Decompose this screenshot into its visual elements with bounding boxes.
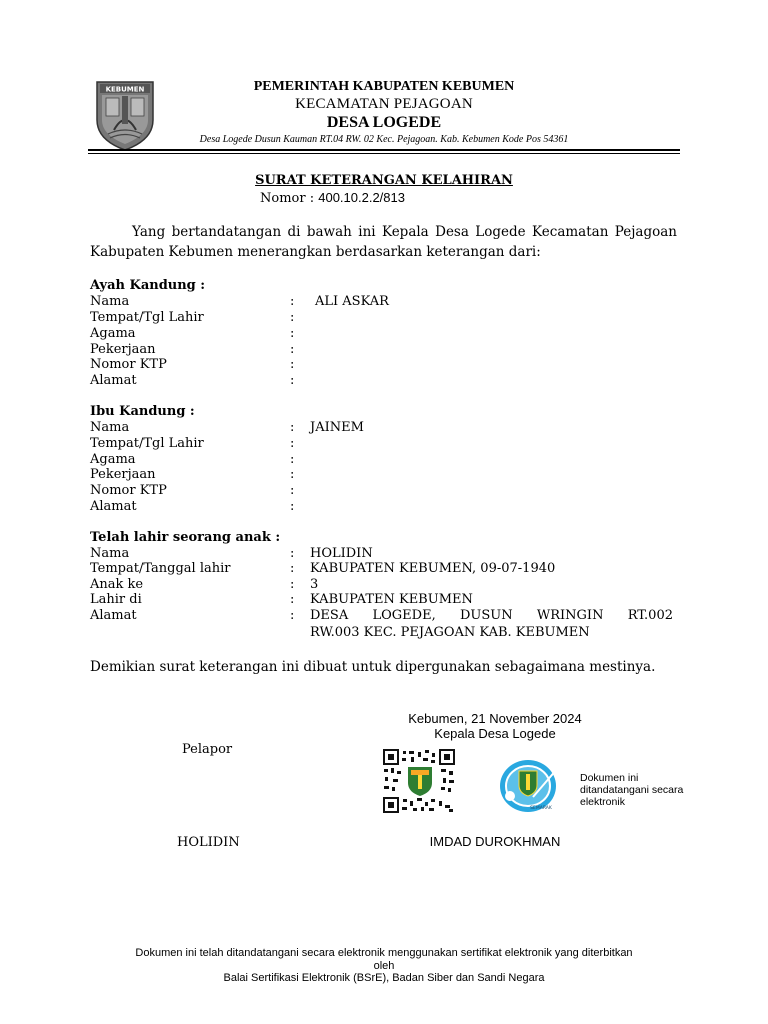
field-colon: :: [290, 577, 295, 592]
nomor-label: Nomor :: [260, 191, 315, 206]
father-row: [90, 373, 680, 389]
field-value: 3: [310, 577, 319, 592]
electronic-seal-icon: [497, 759, 565, 813]
field-colon: :: [290, 592, 295, 607]
footer-line-3: Balai Sertifikasi Elektronik (BSrE), Badan Siber dan Sandi Negara: [223, 972, 545, 984]
field-label: Pekerjaan: [90, 467, 156, 482]
field-colon: :: [290, 499, 295, 514]
document-number: [260, 190, 405, 206]
place-date: Kebumen, 21 November 2024: [408, 711, 582, 726]
reporter-label: Pelapor: [182, 742, 233, 757]
child-row: [90, 561, 680, 577]
gov-header: PEMERINTAH KABUPATEN KEBUMEN: [253, 79, 515, 94]
field-label: Tempat/Tgl Lahir: [90, 436, 204, 451]
field-value: DESA LOGEDE, DUSUN WRINGIN RT.002: [310, 608, 673, 623]
mother-row: [90, 436, 680, 452]
esign-note: Dokumen ini ditandatangani secara elektronik: [580, 772, 684, 808]
field-value: KABUPATEN KEBUMEN, 09-07-1940: [310, 561, 556, 576]
field-label: Nama: [90, 546, 130, 561]
field-label: Tempat/Tanggal lahir: [90, 561, 231, 576]
field-colon: :: [290, 326, 295, 341]
footer-line-2: oleh: [373, 960, 395, 972]
mother-row: [90, 467, 680, 483]
closing-paragraph: Demikian surat keterangan ini dibuat untuk dipergunakan sebagaimana mestinya.: [90, 659, 656, 675]
svg-text:KEBUMEN: KEBUMEN: [105, 85, 145, 94]
field-value: KABUPATEN KEBUMEN: [310, 592, 473, 607]
field-label: Tempat/Tgl Lahir: [90, 310, 204, 325]
field-colon: :: [290, 467, 295, 482]
father-row: [90, 310, 680, 326]
child-row: [90, 608, 680, 624]
field-value: ALI ASKAR: [315, 294, 389, 309]
field-colon: :: [290, 546, 295, 561]
field-value: HOLIDIN: [310, 546, 373, 561]
village-header: DESA LOGEDE: [326, 114, 442, 131]
field-value: JAINEM: [310, 420, 364, 435]
field-label: Nama: [90, 294, 130, 309]
mother-row: [90, 420, 680, 436]
father-row: [90, 357, 680, 373]
footer-line-1: Dokumen ini telah ditandatangani secara elektronik menggunakan sertifikat elektronik yang diterbitkan: [135, 947, 633, 959]
field-colon: :: [290, 357, 295, 372]
intro-paragraph: Yang bertandatangan di bawah ini Kepala Desa Logede Kecamatan Pejagoan Kabupaten Kebumen menerangkan berdasarkan keterangan dari:: [90, 224, 677, 260]
field-label: Lahir di: [90, 592, 142, 607]
field-label: Alamat: [90, 608, 137, 623]
field-label: Agama: [90, 326, 136, 341]
district-header: KECAMATAN PEJAGOAN: [295, 96, 473, 112]
nomor-value: 400.10.2.2/813: [318, 190, 405, 205]
header-divider-thin: [88, 153, 680, 154]
child-row: [90, 592, 680, 608]
office-address: Desa Logede Dusun Kauman RT.04 RW. 02 Kec. Pejagoan. Kab. Kebumen Kode Pos 54361: [199, 134, 569, 145]
field-value-continued: RW.003 KEC. PEJAGOAN KAB. KEBUMEN: [310, 625, 590, 640]
field-label: Agama: [90, 452, 136, 467]
field-colon: :: [290, 483, 295, 498]
field-label: Nomor KTP: [90, 357, 167, 372]
mother-row: [90, 452, 680, 468]
field-label: Anak ke: [90, 577, 144, 592]
field-label: Nomor KTP: [90, 483, 167, 498]
field-colon: :: [290, 561, 295, 576]
father-row: [90, 342, 680, 358]
father-heading: Ayah Kandung :: [90, 278, 206, 293]
child-row-continued: [90, 625, 680, 641]
child-heading: Telah lahir seorang anak :: [90, 530, 281, 545]
qr-code: [383, 749, 455, 813]
seal-text: SEMARAK: [530, 806, 552, 811]
field-colon: :: [290, 310, 295, 325]
child-row: [90, 577, 680, 593]
field-colon: :: [290, 436, 295, 451]
field-label: Alamat: [90, 499, 137, 514]
field-colon: :: [290, 373, 295, 388]
official-name: IMDAD DUROKHMAN: [429, 834, 561, 849]
father-row: [90, 326, 680, 342]
field-colon: :: [290, 420, 295, 435]
mother-row: [90, 499, 680, 515]
reporter-name: HOLIDIN: [177, 835, 240, 850]
field-colon: :: [290, 294, 295, 309]
header-divider: [88, 149, 680, 151]
mother-row: [90, 483, 680, 499]
official-position: Kepala Desa Logede: [434, 726, 556, 741]
document-title: SURAT KETERANGAN KELAHIRAN: [255, 173, 513, 188]
field-colon: :: [290, 342, 295, 357]
child-row: [90, 546, 680, 562]
field-label: Alamat: [90, 373, 137, 388]
field-label: Pekerjaan: [90, 342, 156, 357]
field-colon: :: [290, 452, 295, 467]
mother-heading: Ibu Kandung :: [90, 404, 195, 419]
field-colon: :: [290, 608, 295, 623]
field-label: Nama: [90, 420, 130, 435]
father-row: [90, 294, 680, 310]
